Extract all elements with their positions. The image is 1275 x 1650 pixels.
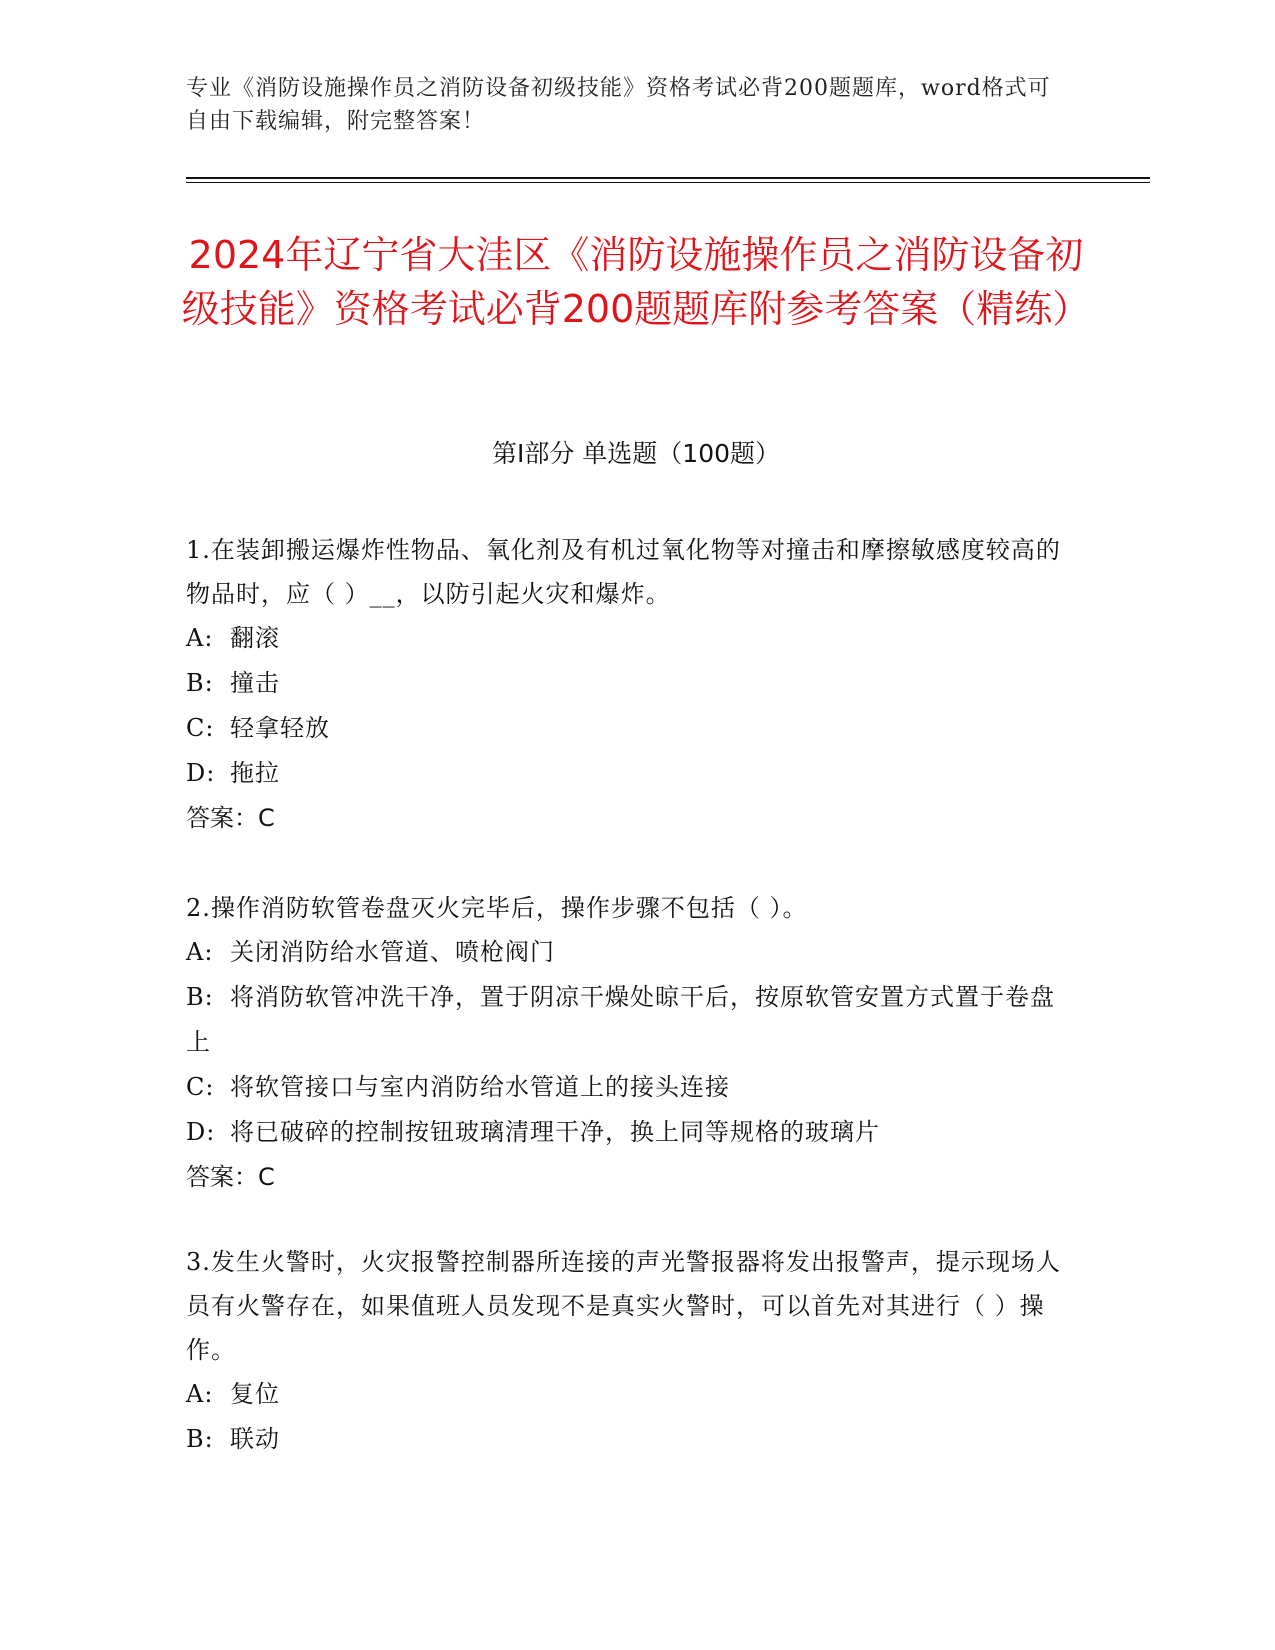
option-text: 将消防软管冲洗干净，置于阴凉干燥处晾干后，按原软管安置方式置于卷盘上 [186,983,1055,1056]
option-d [186,751,1066,796]
question-1 [186,528,1066,841]
option-a [186,1372,1066,1417]
option-key: C: [186,1073,215,1101]
option-text: 将已破碎的控制按钮玻璃清理干净，换上同等规格的玻璃片 [230,1118,880,1146]
option-text: 复位 [230,1380,280,1408]
option-c [186,1065,1066,1110]
option-text: 撞击 [230,669,280,697]
header-note: 专业《消防设施操作员之消防设备初级技能》资格考试必背200题题库，word格式可自由下载编辑，附完整答案！ [186,76,1051,134]
option-text: 关闭消防给水管道、喷枪阀门 [230,938,555,966]
option-b [186,1417,1066,1462]
option-key: B: [186,1425,214,1453]
option-b [186,975,1066,1065]
option-text: 轻拿轻放 [230,714,330,742]
option-a [186,930,1066,975]
question-stem: 1.在装卸搬运爆炸性物品、氧化剂及有机过氧化物等对撞击和摩擦敏感度较高的物品时，应（ ）__，以防引起火灾和爆炸。 [186,536,1061,608]
option-a [186,616,1066,661]
option-key: B: [186,669,214,697]
option-key: C: [186,714,215,742]
answer-line [186,796,1066,841]
option-key: B: [186,983,214,1011]
header-divider-thin [186,182,1150,183]
answer-label: 答案： [186,804,258,832]
document-title: 2024年辽宁省大洼区《消防设施操作员之消防设备初级技能》资格考试必背200题题库附参考答案（精练） [181,233,1091,331]
option-key: D: [186,759,216,787]
answer-line [186,1155,1066,1200]
question-2 [186,886,1066,1200]
option-key: A: [186,624,214,652]
option-text: 将软管接口与室内消防给水管道上的接头连接 [230,1073,730,1101]
option-c [186,706,1066,751]
option-key: D: [186,1118,216,1146]
question-stem: 3.发生火警时，火灾报警控制器所连接的声光警报器将发出报警声，提示现场人员有火警存在，如果值班人员发现不是真实火警时，可以首先对其进行（ ）操作。 [186,1248,1061,1364]
answer-label: 答案： [186,1163,258,1191]
option-key: A: [186,1380,214,1408]
option-text: 拖拉 [230,759,280,787]
option-key: A: [186,938,214,966]
question-stem: 2.操作消防软管卷盘灭火完毕后，操作步骤不包括（ ）。 [186,894,808,922]
option-d [186,1110,1066,1155]
section-title: 第I部分 单选题（100题） [491,439,781,468]
option-b [186,661,1066,706]
answer-value: C [258,1163,275,1191]
option-text: 联动 [230,1425,280,1453]
answer-value: C [258,804,275,832]
header-divider [186,177,1150,179]
option-text: 翻滚 [230,624,280,652]
question-3 [186,1240,1066,1462]
